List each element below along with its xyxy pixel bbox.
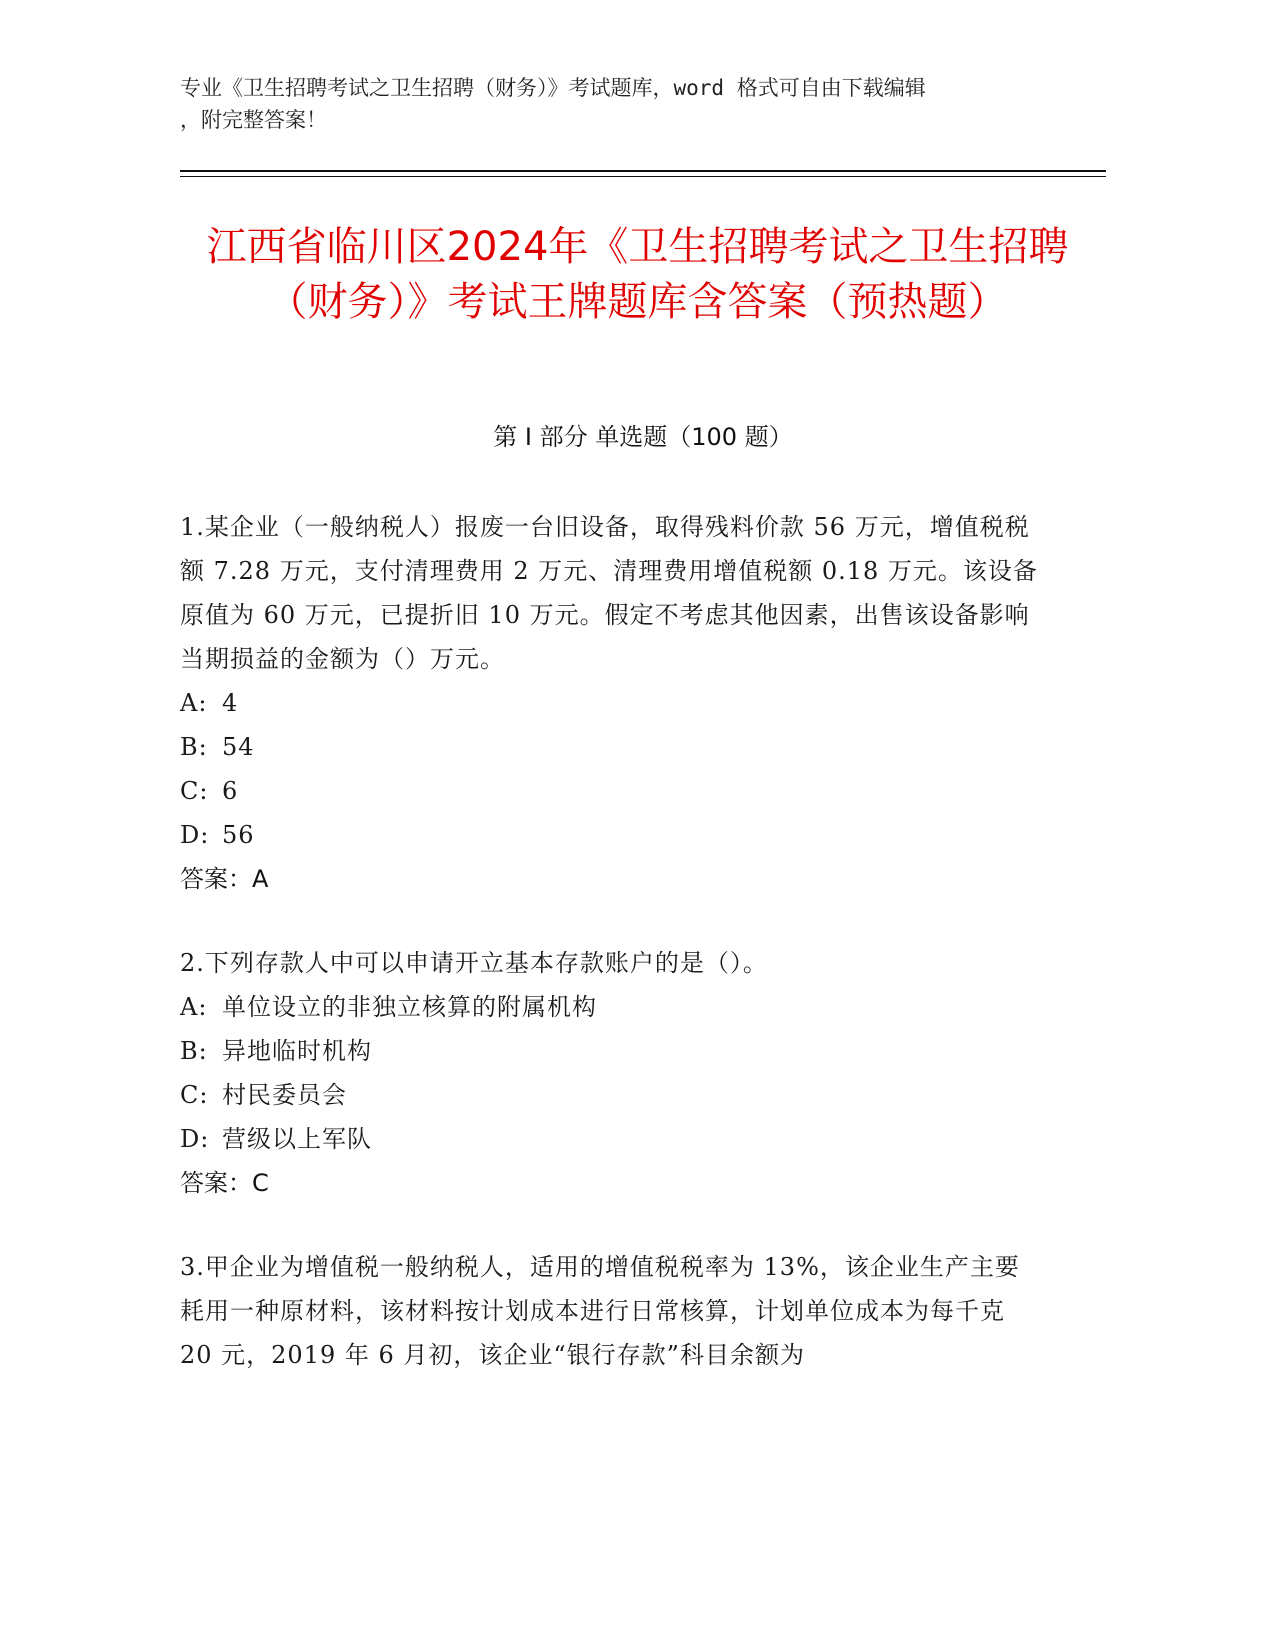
option-b <box>180 725 1040 769</box>
header-divider-thick <box>180 170 1106 172</box>
question-1 <box>180 505 1040 901</box>
question-stem: 2.下列存款人中可以申请开立基本存款账户的是（）。 <box>180 949 768 977</box>
option-letter: C: <box>180 1081 209 1109</box>
option-text: 单位设立的非独立核算的附属机构 <box>222 993 597 1021</box>
option-c <box>180 769 1040 813</box>
question-stem: 3.甲企业为增值税一般纳税人，适用的增值税税率为 13%，该企业生产主要耗用一种原材料，该材料按计划成本进行日常核算，计划单位成本为每千克 20 元，2019 年 6 月初，该企业“银行存款”科目余额为 <box>180 1253 1020 1369</box>
section-heading: 第 I 部分 单选题（100 题） <box>493 423 793 451</box>
option-a <box>180 681 1040 725</box>
header-divider-thin <box>180 176 1106 177</box>
option-d <box>180 1117 1040 1161</box>
answer-line <box>180 857 1040 901</box>
answer-label: 答案： <box>180 1169 252 1197</box>
option-d <box>180 813 1040 857</box>
answer-label: 答案： <box>180 865 252 893</box>
option-text: 村民委员会 <box>222 1081 347 1109</box>
option-text: 营级以上军队 <box>222 1125 372 1153</box>
option-letter: C: <box>180 777 209 805</box>
option-letter: D: <box>180 1125 210 1153</box>
header-note-line-1: 专业《卫生招聘考试之卫生招聘（财务）》考试题库，word 格式可自由下载编辑 <box>180 76 926 100</box>
question-3 <box>180 1245 1040 1377</box>
option-c <box>180 1073 1040 1117</box>
option-text: 异地临时机构 <box>222 1037 372 1065</box>
option-letter: B: <box>180 1037 208 1065</box>
option-letter: B: <box>180 733 208 761</box>
option-letter: A: <box>180 689 208 717</box>
option-text: 56 <box>222 821 255 849</box>
option-text: 6 <box>222 777 239 805</box>
question-stem: 1.某企业（一般纳税人）报废一台旧设备，取得残料价款 56 万元，增值税税额 7.28 万元，支付清理费用 2 万元、清理费用增值税额 0.18 万元。该设备原值为 60 万元，已提折旧 10 万元。假定不考虑其他因素，出售该设备影响当期损益的金额为（）万元。 <box>180 513 1038 673</box>
option-letter: D: <box>180 821 210 849</box>
question-2 <box>180 941 1040 1205</box>
option-letter: A: <box>180 993 208 1021</box>
question-list <box>180 505 1040 1417</box>
header-note-line-2: ，附完整答案！ <box>180 108 327 132</box>
header-note <box>180 72 1060 136</box>
answer-value: A <box>252 865 269 893</box>
answer-value: C <box>252 1169 269 1197</box>
option-text: 4 <box>222 689 239 717</box>
option-a <box>180 985 1040 1029</box>
answer-line <box>180 1161 1040 1205</box>
option-text: 54 <box>222 733 255 761</box>
option-b <box>180 1029 1040 1073</box>
document-title: 江西省临川区2024年《卫生招聘考试之卫生招聘（财务）》考试王牌题库含答案（预热题） <box>206 224 1069 325</box>
